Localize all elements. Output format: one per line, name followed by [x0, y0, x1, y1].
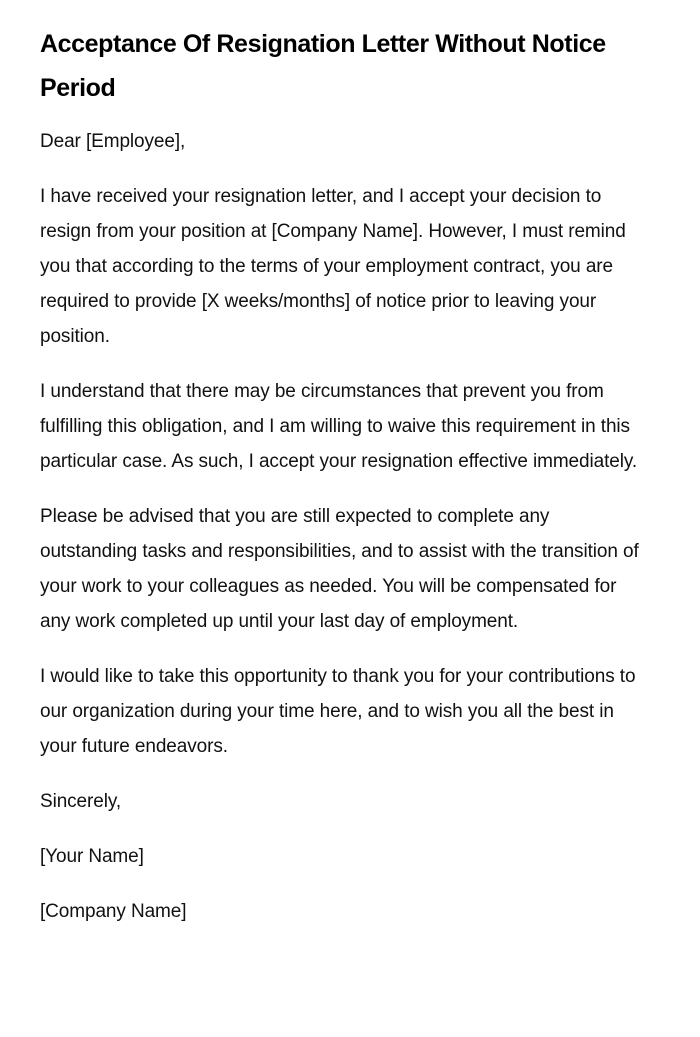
paragraph-waiver: I understand that there may be circumstances that prevent you from fulfilling this obligation, and I am willing to waive this requirement in this particular case. As such, I accept your resignation effective immediately. — [40, 381, 638, 472]
letter-body — [40, 22, 650, 949]
signature-name: [Your Name] — [40, 846, 144, 867]
paragraph-expectations: Please be advised that you are still expected to complete any outstanding tasks and responsibilities, and to assist with the transition of your work to your colleagues as needed. You will be compensated for any work completed up until your last day of employment. — [40, 506, 639, 632]
paragraph-notice-requirement: I have received your resignation letter, and I accept your decision to resign from your position at [Company Name]. However, I must remind you that according to the terms of your employment contract, you are required to provide [X weeks/months] of notice prior to leaving your position. — [40, 186, 626, 347]
letter-title: Acceptance Of Resignation Letter Without Notice Period — [40, 30, 606, 102]
paragraph-thanks: I would like to take this opportunity to thank you for your contributions to our organization during your time here, and to wish you all the best in your future endeavors. — [40, 666, 636, 757]
salutation: Dear [Employee], — [40, 131, 186, 152]
signature-company: [Company Name] — [40, 901, 187, 922]
closing: Sincerely, — [40, 791, 122, 812]
